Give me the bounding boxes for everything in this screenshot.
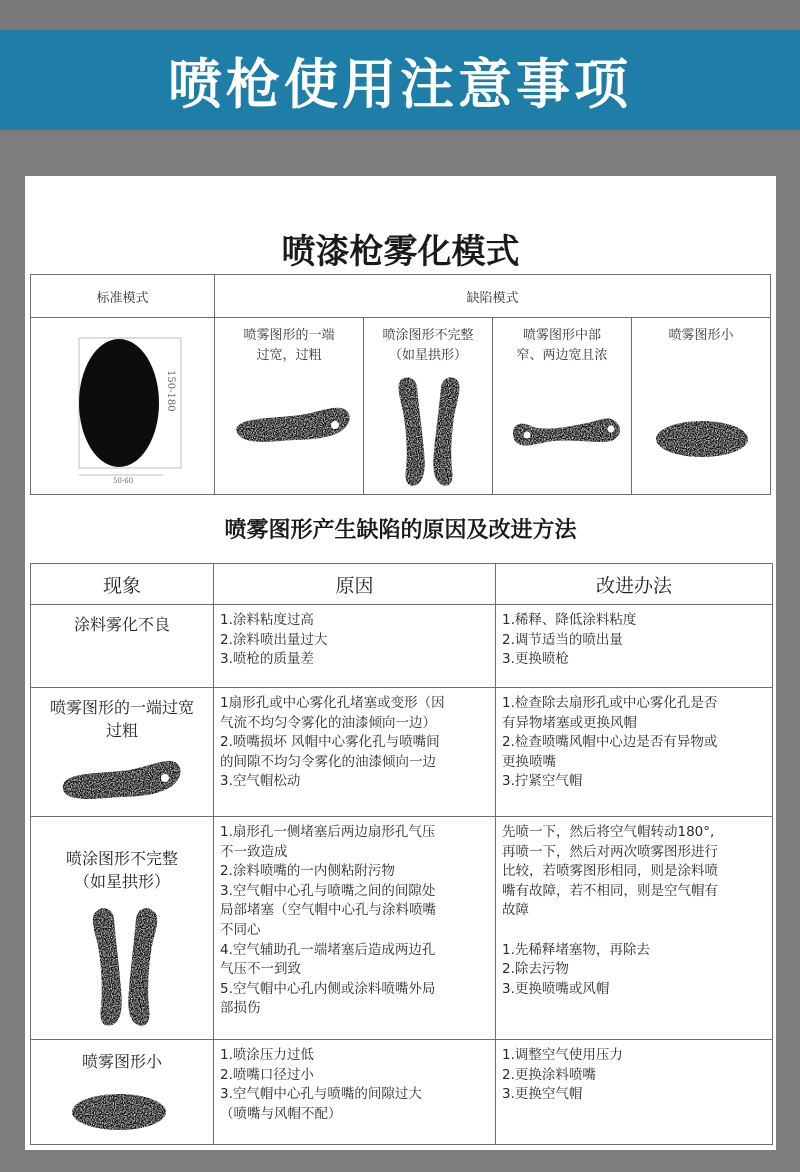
column-header-fix: 改进办法	[495, 563, 773, 605]
standard-mode-header: 标准模式	[30, 274, 215, 318]
fix-list	[502, 611, 768, 670]
cause-list	[220, 823, 491, 1019]
table-row-1-fix	[495, 604, 773, 688]
small-pattern	[69, 1090, 169, 1136]
cause-list	[220, 694, 491, 792]
narrow-middle-pattern	[507, 413, 627, 458]
fix-line: 有异物堵塞或更换风帽	[502, 714, 637, 731]
dim-width-label: 50-60	[113, 477, 134, 485]
cause-line: 部损伤	[220, 1000, 261, 1017]
defect-cell-one-end-wide	[214, 317, 364, 495]
table-row-2-cause	[213, 687, 496, 817]
table-row-2-symptom	[30, 687, 214, 817]
fix-line: 2.调节适当的喷出量	[502, 631, 623, 648]
column-header-symptom: 现象	[30, 563, 214, 605]
cause-line: 2.喷嘴损坏 风帽中心雾化孔与喷嘴间	[220, 734, 440, 751]
cause-line: 的间隙不均匀令雾化的油漆倾向一边	[220, 753, 436, 770]
table-row-3-fix	[495, 816, 773, 1040]
cause-line: 3.空气帽松动	[220, 773, 301, 790]
cause-line: 2.涂料喷嘴的一内侧粘附污物	[220, 863, 395, 880]
table-row-3-cause	[213, 816, 496, 1040]
small-pattern	[652, 414, 752, 464]
star-arch-pattern	[87, 903, 163, 1033]
fix-list	[502, 823, 768, 999]
section2-title: 喷雾图形产生缺陷的原因及改进方法	[224, 518, 577, 543]
table-row-4-cause	[213, 1039, 496, 1145]
defect-cell-narrow-middle	[492, 317, 632, 495]
column-header-cause: 原因	[213, 563, 496, 605]
standard-pattern-diagram	[51, 330, 201, 485]
star-arch-pattern	[394, 373, 464, 493]
fix-line: 1.检查除去扇形孔或中心雾化孔是否	[502, 695, 718, 711]
table-row-4-fix	[495, 1039, 773, 1145]
fix-line: 比较，若喷雾图形相同，则是涂料喷	[502, 863, 718, 880]
fix-line: 2.除去污物	[502, 961, 569, 978]
fix-line: 更换喷嘴	[502, 753, 556, 770]
document-sheet	[25, 176, 776, 1150]
fix-line: 2.更换涂料喷嘴	[502, 1066, 596, 1083]
symptom-text: 喷涂图形不完整 （如星拱形）	[65, 849, 178, 891]
fix-line	[502, 921, 768, 941]
cause-line: 3.喷枪的质量差	[220, 651, 314, 668]
fix-line: 再喷一下，然后对两次喷雾图形进行	[502, 843, 718, 860]
cause-line: 不同心	[220, 921, 261, 938]
table-row-1-symptom	[30, 604, 214, 688]
defect-mode-header: 缺陷模式	[214, 274, 771, 318]
symptom-text: 喷雾图形小	[81, 1052, 162, 1071]
defect-cell-star-arch	[363, 317, 493, 495]
cause-line: 2.涂料喷出量过大	[220, 631, 328, 648]
cause-line: 1扇形孔或中心雾化孔堵塞或变形（因	[220, 695, 445, 711]
fix-line: 嘴有故障，若不相同，则是空气帽有	[502, 882, 718, 899]
fix-line: 3.更换空气帽	[502, 1086, 583, 1103]
fix-line: 3.更换喷嘴或风帽	[502, 980, 610, 997]
standard-mode-cell	[30, 317, 215, 495]
cause-line: 4.空气辅助孔一端堵塞后造成两边孔	[220, 941, 436, 958]
cause-line: 3.空气帽中心孔与喷嘴的间隙过大	[220, 1086, 422, 1103]
top-band	[0, 0, 800, 30]
cause-line: 1.涂料粘度过高	[220, 612, 314, 628]
fix-list	[502, 694, 768, 792]
fix-line: 1.调整空气使用压力	[502, 1047, 623, 1063]
cause-line: 3.空气帽中心孔与喷嘴之间的间隙处	[220, 882, 436, 899]
cause-line: 1.喷涂压力过低	[220, 1047, 314, 1063]
cause-line: 气压不一到致	[220, 961, 301, 978]
table-row-3-symptom	[30, 816, 214, 1040]
one-end-wide-pattern	[57, 756, 187, 808]
fix-list	[502, 1046, 768, 1105]
table-row-2-fix	[495, 687, 773, 817]
table-row-4-symptom	[30, 1039, 214, 1145]
dim-height-label: 150-180	[165, 370, 176, 412]
fix-line: 故障	[502, 902, 529, 919]
defect-label: 喷涂图形不完整 （如星拱形）	[382, 328, 474, 363]
page-title: 喷枪使用注意事项	[168, 52, 632, 116]
cause-line: 气流不均匀令雾化的油漆倾向一边）	[220, 714, 436, 731]
defect-label: 喷雾图形的一端 过宽，过粗	[243, 328, 335, 363]
cause-line: （喷嘴与风帽不配）	[220, 1105, 342, 1122]
cause-list	[220, 611, 491, 670]
fix-line: 先喷一下，然后将空气帽转动180°,	[502, 824, 715, 840]
defect-label: 喷雾图形小	[668, 328, 734, 343]
cause-line: 2.喷嘴口径过小	[220, 1066, 314, 1083]
cause-line: 不一致造成	[220, 843, 288, 860]
symptom-text: 喷雾图形的一端过宽 过粗	[49, 698, 194, 740]
cause-line: 5.空气帽中心孔内侧或涂料喷嘴外局	[220, 980, 436, 997]
fix-line: 2.检查喷嘴风帽中心边是否有异物或	[502, 734, 718, 751]
symptom-text: 涂料雾化不良	[73, 615, 170, 634]
fix-line: 1.先稀释堵塞物，再除去	[502, 941, 650, 958]
section1-title: 喷漆枪雾化模式	[281, 232, 520, 272]
header-banner	[0, 30, 800, 130]
fix-line: 3.拧紧空气帽	[502, 773, 583, 790]
cause-line: 1.扇形孔一侧堵塞后两边扇形孔气压	[220, 824, 436, 840]
cause-line: 局部堵塞（空气帽中心孔与涂料喷嘴	[220, 902, 436, 919]
defect-label: 喷雾图形中部 窄、两边宽且浓	[516, 328, 608, 363]
fix-line: 1.稀释、降低涂料粘度	[502, 612, 637, 628]
one-end-wide-pattern	[230, 403, 355, 453]
defect-cell-small-pattern	[631, 317, 771, 495]
cause-list	[220, 1046, 491, 1124]
fix-line: 3.更换喷枪	[502, 651, 569, 668]
table-row-1-cause	[213, 604, 496, 688]
